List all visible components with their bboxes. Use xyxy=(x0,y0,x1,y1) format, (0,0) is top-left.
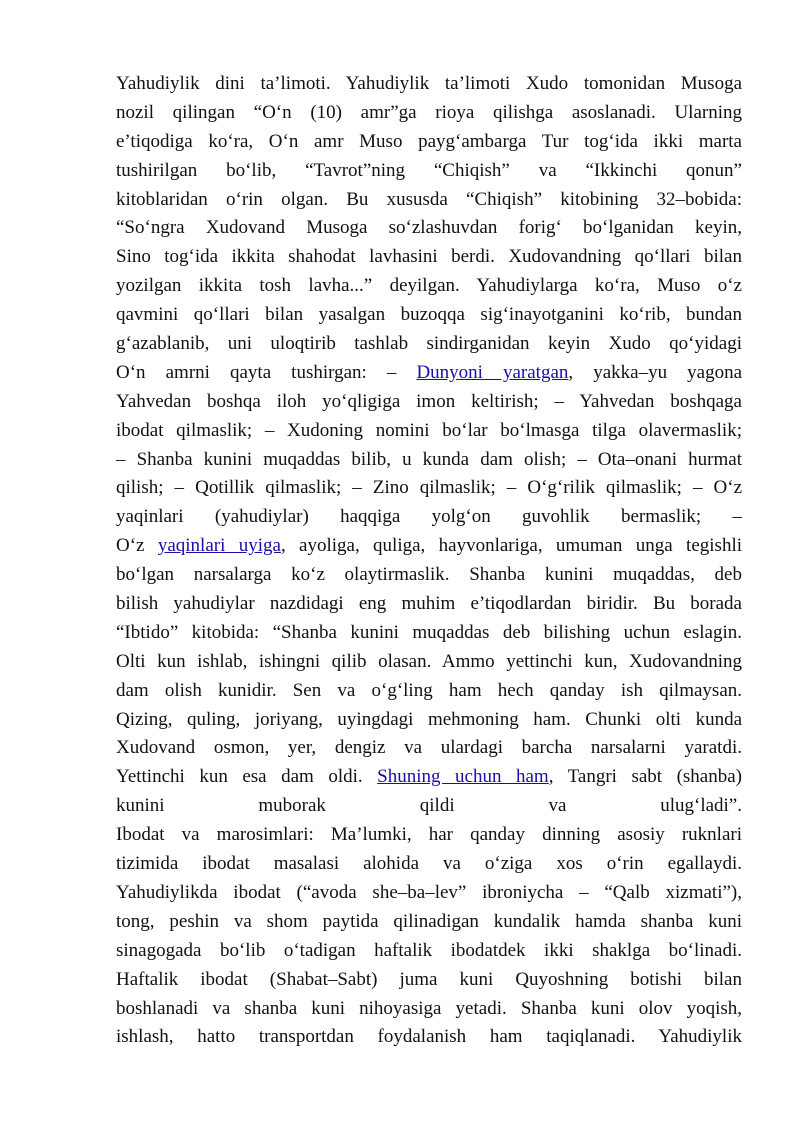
text-line: bo‘lgan narsalarga ko‘z olaytirmaslik. Shanba kunini muqaddas, deb xyxy=(116,564,742,586)
text-segment: O‘z xyxy=(116,535,158,557)
link-shuning-uchun-ham[interactable]: Shuning uchun ham xyxy=(377,766,549,788)
text-line: kitoblaridan o‘rin olgan. Bu xususda “Chiqish” kitobining 32–bobida: xyxy=(116,188,742,210)
text-line: Olti kun ishlab, ishingni qilib olasan. Ammo yettinchi kun, Xudovandning xyxy=(116,650,742,672)
text-line: ishlash, hatto transportdan foydalanish ham taqiqlanadi. Yahudiylik xyxy=(116,1026,742,1048)
text-line: e’tiqodiga ko‘ra, O‘n amr Muso payg‘ambarga Tur tog‘ida ikki marta xyxy=(116,130,742,152)
text-segment: O‘n amrni qayta tushirgan: – xyxy=(116,361,417,383)
text-line: qavmini qo‘llari bilan yasalgan buzoqqa sig‘inayotganini ko‘rib, bundan xyxy=(116,304,742,326)
text-line: ibodat qilmaslik; – Xudoning nomini bo‘lar bo‘lmasga tilga olavermaslik; xyxy=(116,419,742,441)
text-line xyxy=(116,532,742,561)
document-body xyxy=(116,70,742,1052)
text-line: Ibodat va marosimlari: Ma’lumki, har qanday dinning asosiy ruknlari xyxy=(116,824,742,846)
text-segment: , Tangri sabt (shanba) xyxy=(548,766,742,788)
text-line: tushirilgan bo‘lib, “Tavrot”ning “Chiqish” va “Ikkinchi qonun” xyxy=(116,159,742,181)
text-line: Yahudiylik dini ta’limoti. Yahudiylik ta’limoti Xudo tomonidan Musoga xyxy=(116,73,742,94)
text-line: Qizing, quling, joriyang, uyingdagi mehmoning ham. Chunki olti kunda xyxy=(116,708,742,730)
text-line: Yahudiylikda ibodat (“avoda she–ba–lev” ibroniycha – “Qalb xizmati”), xyxy=(116,881,742,903)
text-line: qilish; – Qotillik qilmaslik; – Zino qilmaslik; – O‘g‘rilik qilmaslik; – O‘z xyxy=(116,477,742,499)
text-line: Sino tog‘ida ikkita shahodat lavhasini berdi. Xudovandning qo‘llari bilan xyxy=(116,246,742,268)
text-line: Haftalik ibodat (Shabat–Sabt) juma kuni Quyoshning botishi bilan xyxy=(116,968,742,990)
text-line: tizimida ibodat masalasi alohida va o‘ziga xos o‘rin egallaydi. xyxy=(116,853,742,875)
link-yaqinlari-uyiga[interactable]: yaqinlari uyiga xyxy=(157,535,281,557)
text-line: g‘azablanib, uni uloqtirib tashlab sindirganidan keyin Xudo qo‘yidagi xyxy=(116,333,742,355)
text-line xyxy=(116,763,742,792)
text-line: yaqinlari (yahudiylar) haqqiga yolg‘on guvohlik bermaslik; – xyxy=(116,506,742,528)
text-segment: , yakka–yu yagona xyxy=(568,361,742,383)
text-line: dam olish kunidir. Sen va o‘g‘ling ham hech qanday ish qilmaysan. xyxy=(116,679,742,701)
text-line: tong, peshin va shom paytida qilinadigan kundalik hamda shanba kuni xyxy=(116,910,742,932)
text-line: kunini muborak qildi va ulug‘ladi”. xyxy=(116,795,742,817)
text-line: nozil qilingan “O‘n (10) amr”ga rioya qilishga asoslanadi. Ularning xyxy=(116,101,742,123)
text-line: Yahvedan boshqa iloh yo‘qligiga imon keltirish; – Yahvedan boshqaga xyxy=(116,390,742,412)
text-line: boshlanadi va shanba kuni nihoyasiga yetadi. Shanba kuni olov yoqish, xyxy=(116,997,742,1019)
text-line: – Shanba kunini muqaddas bilib, u kunda dam olish; – Ota–onani hurmat xyxy=(116,448,742,470)
text-segment: Yettinchi kun esa dam oldi. xyxy=(116,766,378,788)
text-line: Xudovand osmon, yer, dengiz va ulardagi barcha narsalarni yaratdi. xyxy=(116,737,742,759)
text-segment: , ayoliga, quliga, hayvonlariga, umuman unga tegishli xyxy=(280,535,742,557)
text-line: “Ibtido” kitobida: “Shanba kunini muqaddas deb bilishing uchun eslagin. xyxy=(116,621,742,643)
link-dunyoni-yaratgan[interactable]: Dunyoni yaratgan xyxy=(416,361,569,383)
text-line: “So‘ngra Xudovand Musoga so‘zlashuvdan forig‘ bo‘lganidan keyin, xyxy=(116,217,742,239)
text-line: sinagogada bo‘lib o‘tadigan haftalik ibodatdek ikki shaklga bo‘linadi. xyxy=(116,939,742,961)
text-line: yozilgan ikkita tosh lavha...” deyilgan. Yahudiylarga ko‘ra, Muso o‘z xyxy=(116,275,742,297)
text-line xyxy=(116,359,742,388)
text-line: bilish yahudiylar nazdidagi eng muhim e’tiqodlardan biridir. Bu borada xyxy=(116,593,742,615)
